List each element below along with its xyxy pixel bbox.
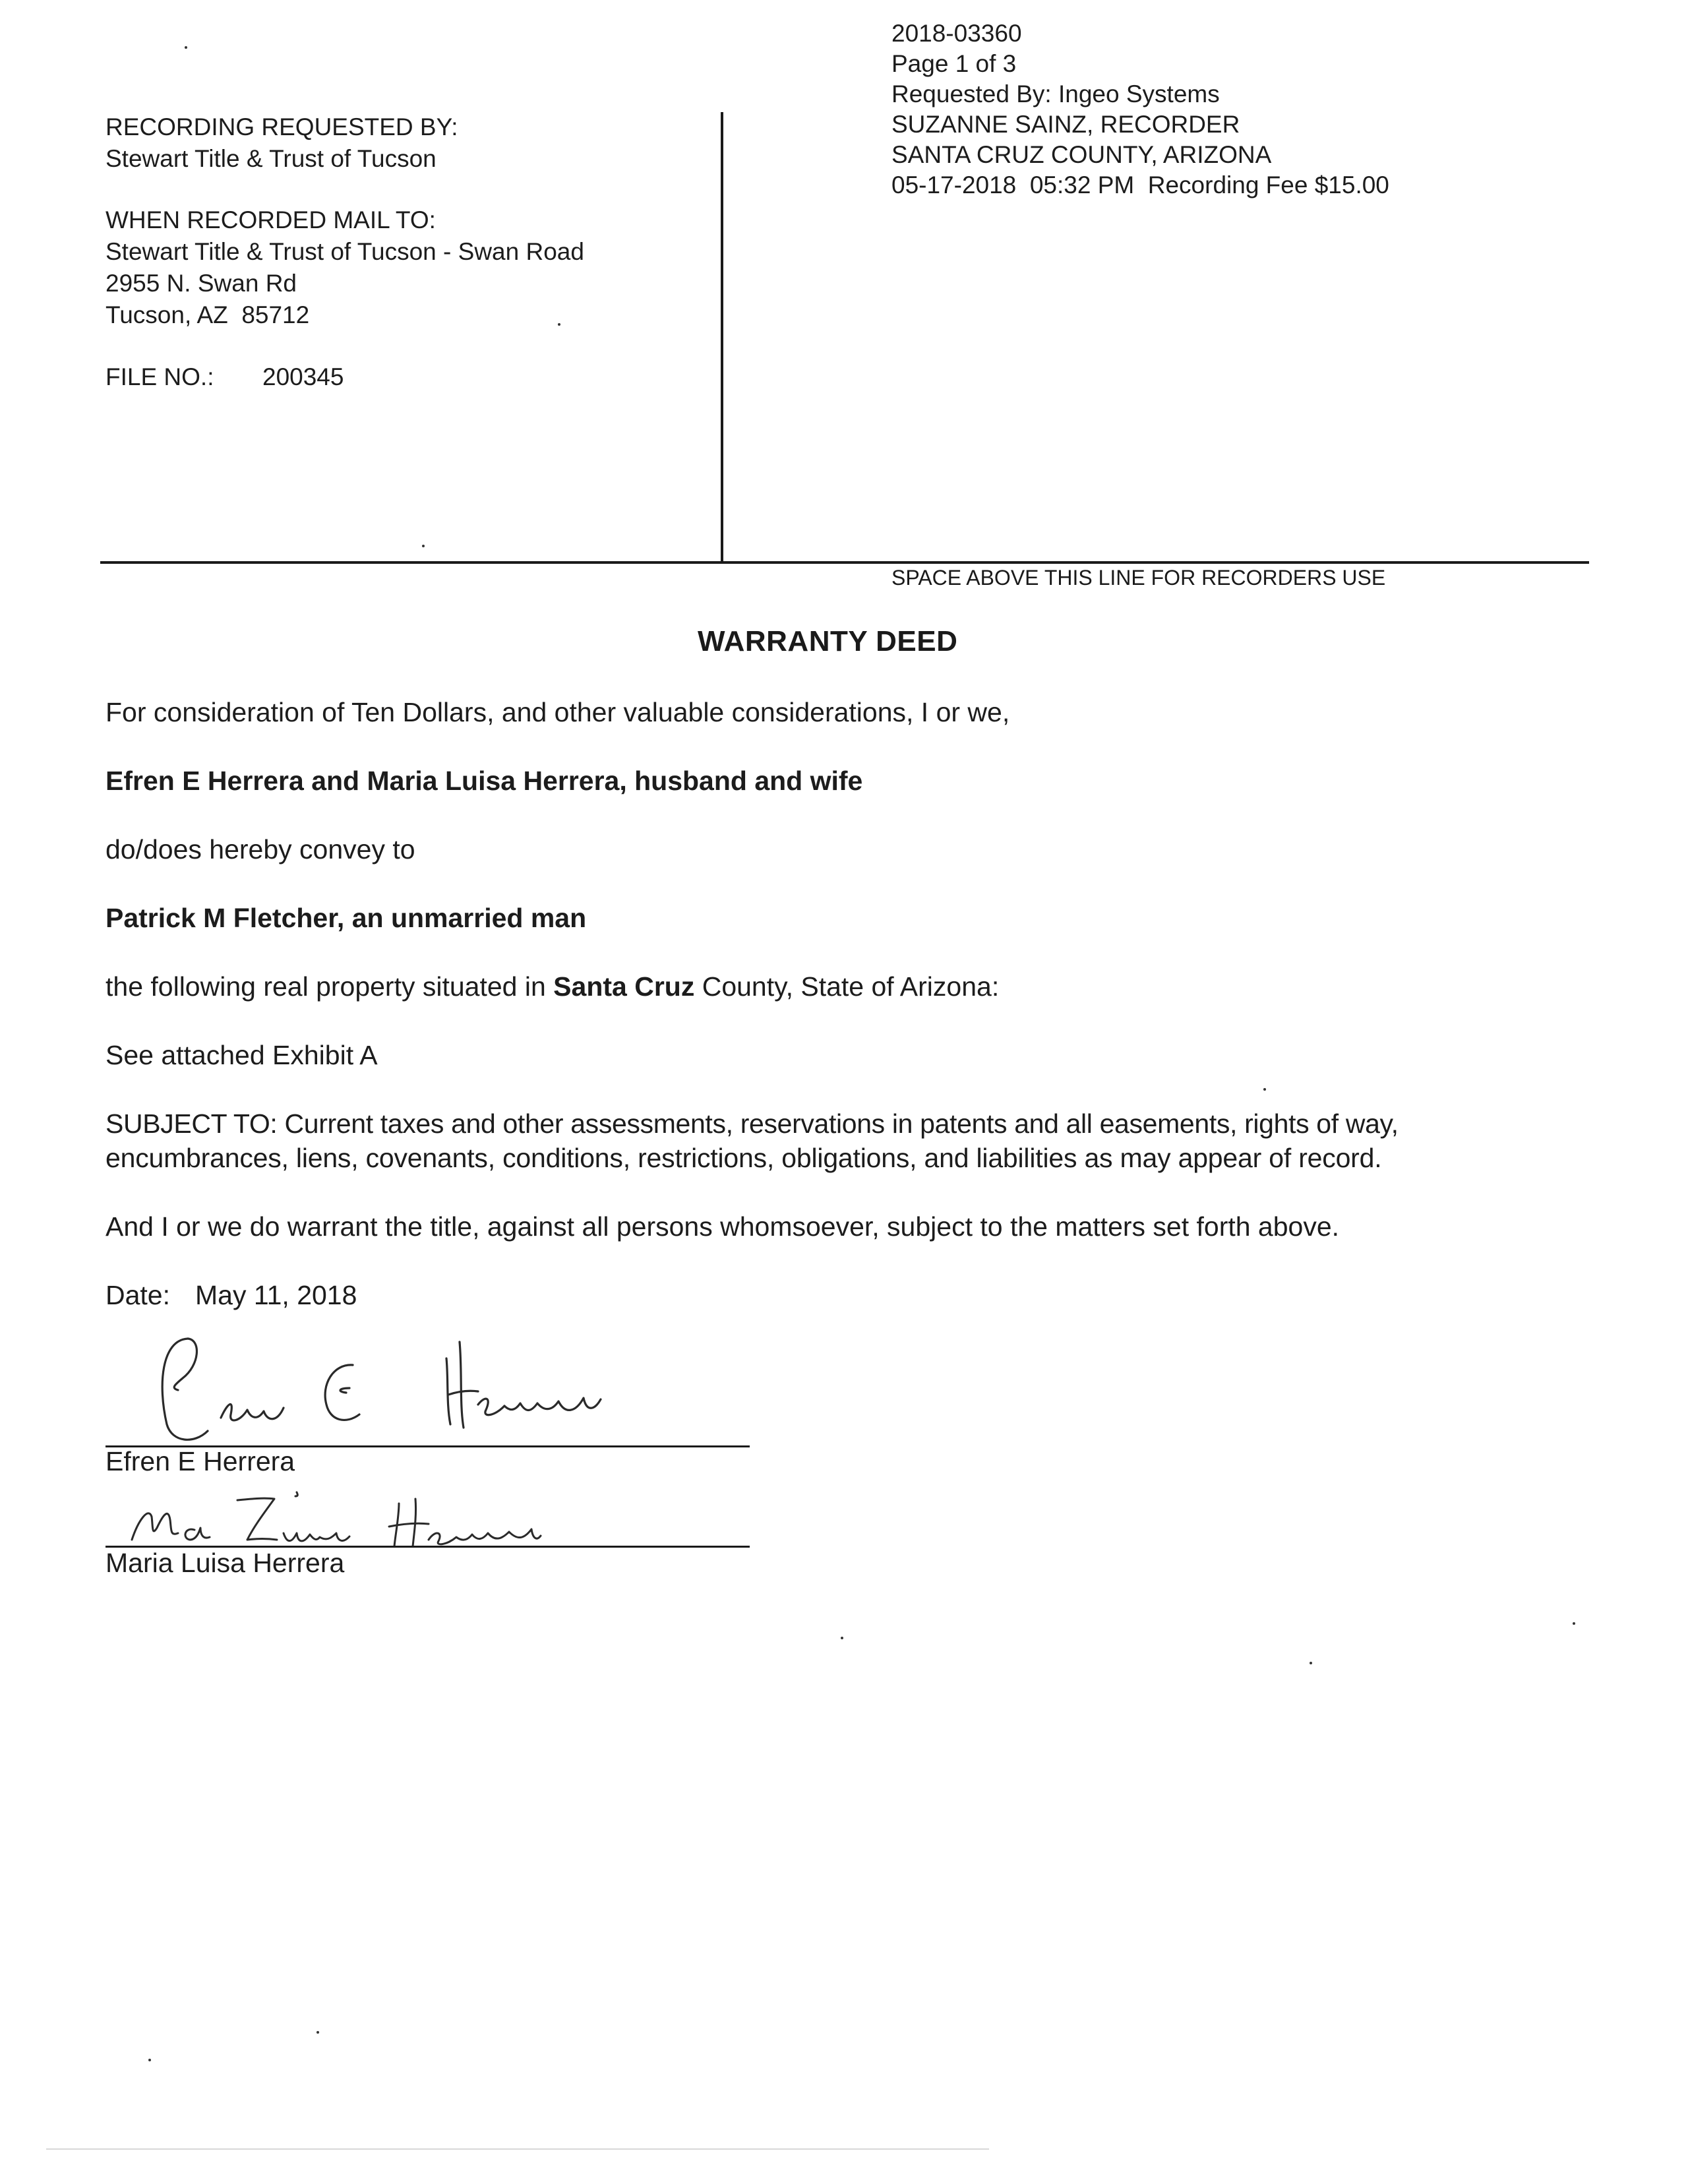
convey-text: do/does hereby convey to: [106, 834, 415, 864]
recorder-name: SUZANNE SAINZ, RECORDER: [891, 111, 1240, 138]
recording-requested-label: RECORDING REQUESTED BY:: [106, 113, 458, 140]
recorders-use-note: SPACE ABOVE THIS LINE FOR RECORDERS USE: [891, 566, 1386, 590]
deed-title: WARRANTY DEED: [698, 625, 958, 657]
recorders-use-divider: [100, 561, 1589, 564]
consideration-text: For consideration of Ten Dollars, and other valuable considerations, I or we,: [106, 697, 1010, 727]
scan-speck: [841, 1637, 843, 1639]
mail-to-label: WHEN RECORDED MAIL TO:: [106, 206, 436, 233]
recorder-requested-by: Requested By: Ingeo Systems: [891, 80, 1220, 107]
property-suffix: County, State of Arizona:: [694, 971, 1000, 1002]
mail-to-line2: 2955 N. Swan Rd: [106, 270, 297, 297]
recorder-page-count: Page 1 of 3: [891, 50, 1017, 77]
grantee-text: Patrick M Fletcher, an unmarried man: [106, 903, 587, 933]
scan-edge-artifact: [46, 2148, 989, 2150]
file-no-label: FILE NO.:: [106, 363, 214, 390]
exhibit-text: See attached Exhibit A: [106, 1040, 378, 1070]
scan-speck: [1263, 1088, 1266, 1091]
scan-speck: [1310, 1662, 1312, 1664]
property-prefix: the following real property situated in: [106, 971, 554, 1002]
grantors-text: Efren E Herrera and Maria Luisa Herrera, husband and wife: [106, 766, 863, 796]
scan-speck: [148, 2059, 151, 2061]
file-no-value: 200345: [262, 363, 344, 390]
mail-to-line1: Stewart Title & Trust of Tucson - Swan Road: [106, 238, 584, 265]
recording-requested-name: Stewart Title & Trust of Tucson: [106, 145, 437, 172]
subject-to-line1: SUBJECT TO: Current taxes and other assessments, reservations in patents and all easements, rights of way,: [106, 1108, 1399, 1139]
signature-efren-herrera: [148, 1325, 649, 1444]
signer-name-1: Efren E Herrera: [106, 1446, 295, 1476]
scan-speck: [316, 2031, 319, 2034]
recorder-datetime-fee: 05-17-2018 05:32 PM Recording Fee $15.00: [891, 171, 1389, 198]
header-vertical-divider: [721, 112, 723, 562]
signer-name-2: Maria Luisa Herrera: [106, 1548, 345, 1578]
scan-speck: [1573, 1622, 1575, 1625]
scan-speck: [422, 545, 425, 547]
recorder-doc-number: 2018-03360: [891, 20, 1022, 47]
property-county: Santa Cruz: [553, 971, 695, 1002]
date-label: Date:: [106, 1280, 170, 1310]
property-location-text: [106, 971, 999, 1002]
mail-to-line3: Tucson, AZ 85712: [106, 301, 310, 328]
date-value: May 11, 2018: [195, 1280, 357, 1310]
recorder-county: SANTA CRUZ COUNTY, ARIZONA: [891, 141, 1272, 168]
subject-to-line2: encumbrances, liens, covenants, conditions, restrictions, obligations, and liabilities as may appear of record.: [106, 1143, 1382, 1173]
warranty-text: And I or we do warrant the title, against all persons whomsoever, subject to the matters set forth above.: [106, 1211, 1340, 1242]
scan-speck: [185, 46, 187, 49]
scan-speck: [558, 323, 560, 326]
